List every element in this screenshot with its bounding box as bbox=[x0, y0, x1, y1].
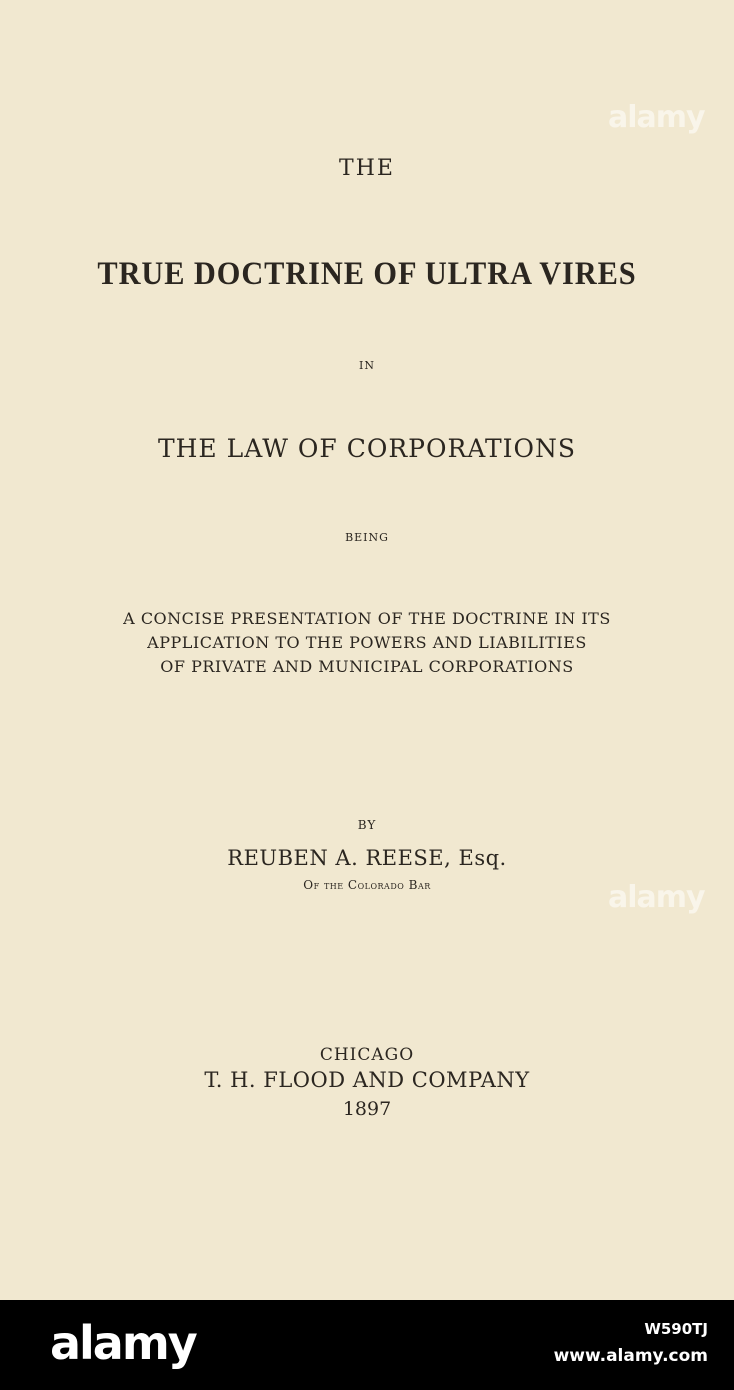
description-line: APPLICATION TO THE POWERS AND LIABILITIES bbox=[147, 633, 587, 652]
book-subtitle: THE LAW OF CORPORATIONS bbox=[157, 434, 577, 463]
description-line: A CONCISE PRESENTATION OF THE DOCTRINE IN ITS bbox=[123, 609, 611, 628]
author-name: REUBEN A. REESE, Esq. bbox=[227, 846, 507, 870]
alamy-logo: alamy bbox=[50, 1316, 196, 1370]
publication-year: 1897 bbox=[342, 1098, 392, 1120]
watermark-logo: alamy bbox=[608, 880, 705, 915]
book-title: TRUE DOCTRINE OF ULTRA VIRES bbox=[97, 256, 637, 292]
publisher-name: T. H. FLOOD AND COMPANY bbox=[204, 1068, 530, 1092]
watermark-logo: alamy bbox=[608, 100, 705, 135]
title-prefix: THE bbox=[339, 156, 395, 181]
image-id: W590TJ bbox=[644, 1320, 708, 1338]
description-line: OF PRIVATE AND MUNICIPAL CORPORATIONS bbox=[160, 657, 574, 676]
title-connector: IN bbox=[359, 359, 375, 372]
author-connector: BY bbox=[357, 818, 377, 832]
author-affiliation: Of the Colorado Bar bbox=[303, 878, 431, 892]
watermark-footer bbox=[0, 1300, 734, 1390]
publication-city: CHICAGO bbox=[319, 1045, 415, 1065]
site-url: www.alamy.com bbox=[553, 1346, 708, 1366]
description-connector: BEING bbox=[345, 531, 389, 544]
